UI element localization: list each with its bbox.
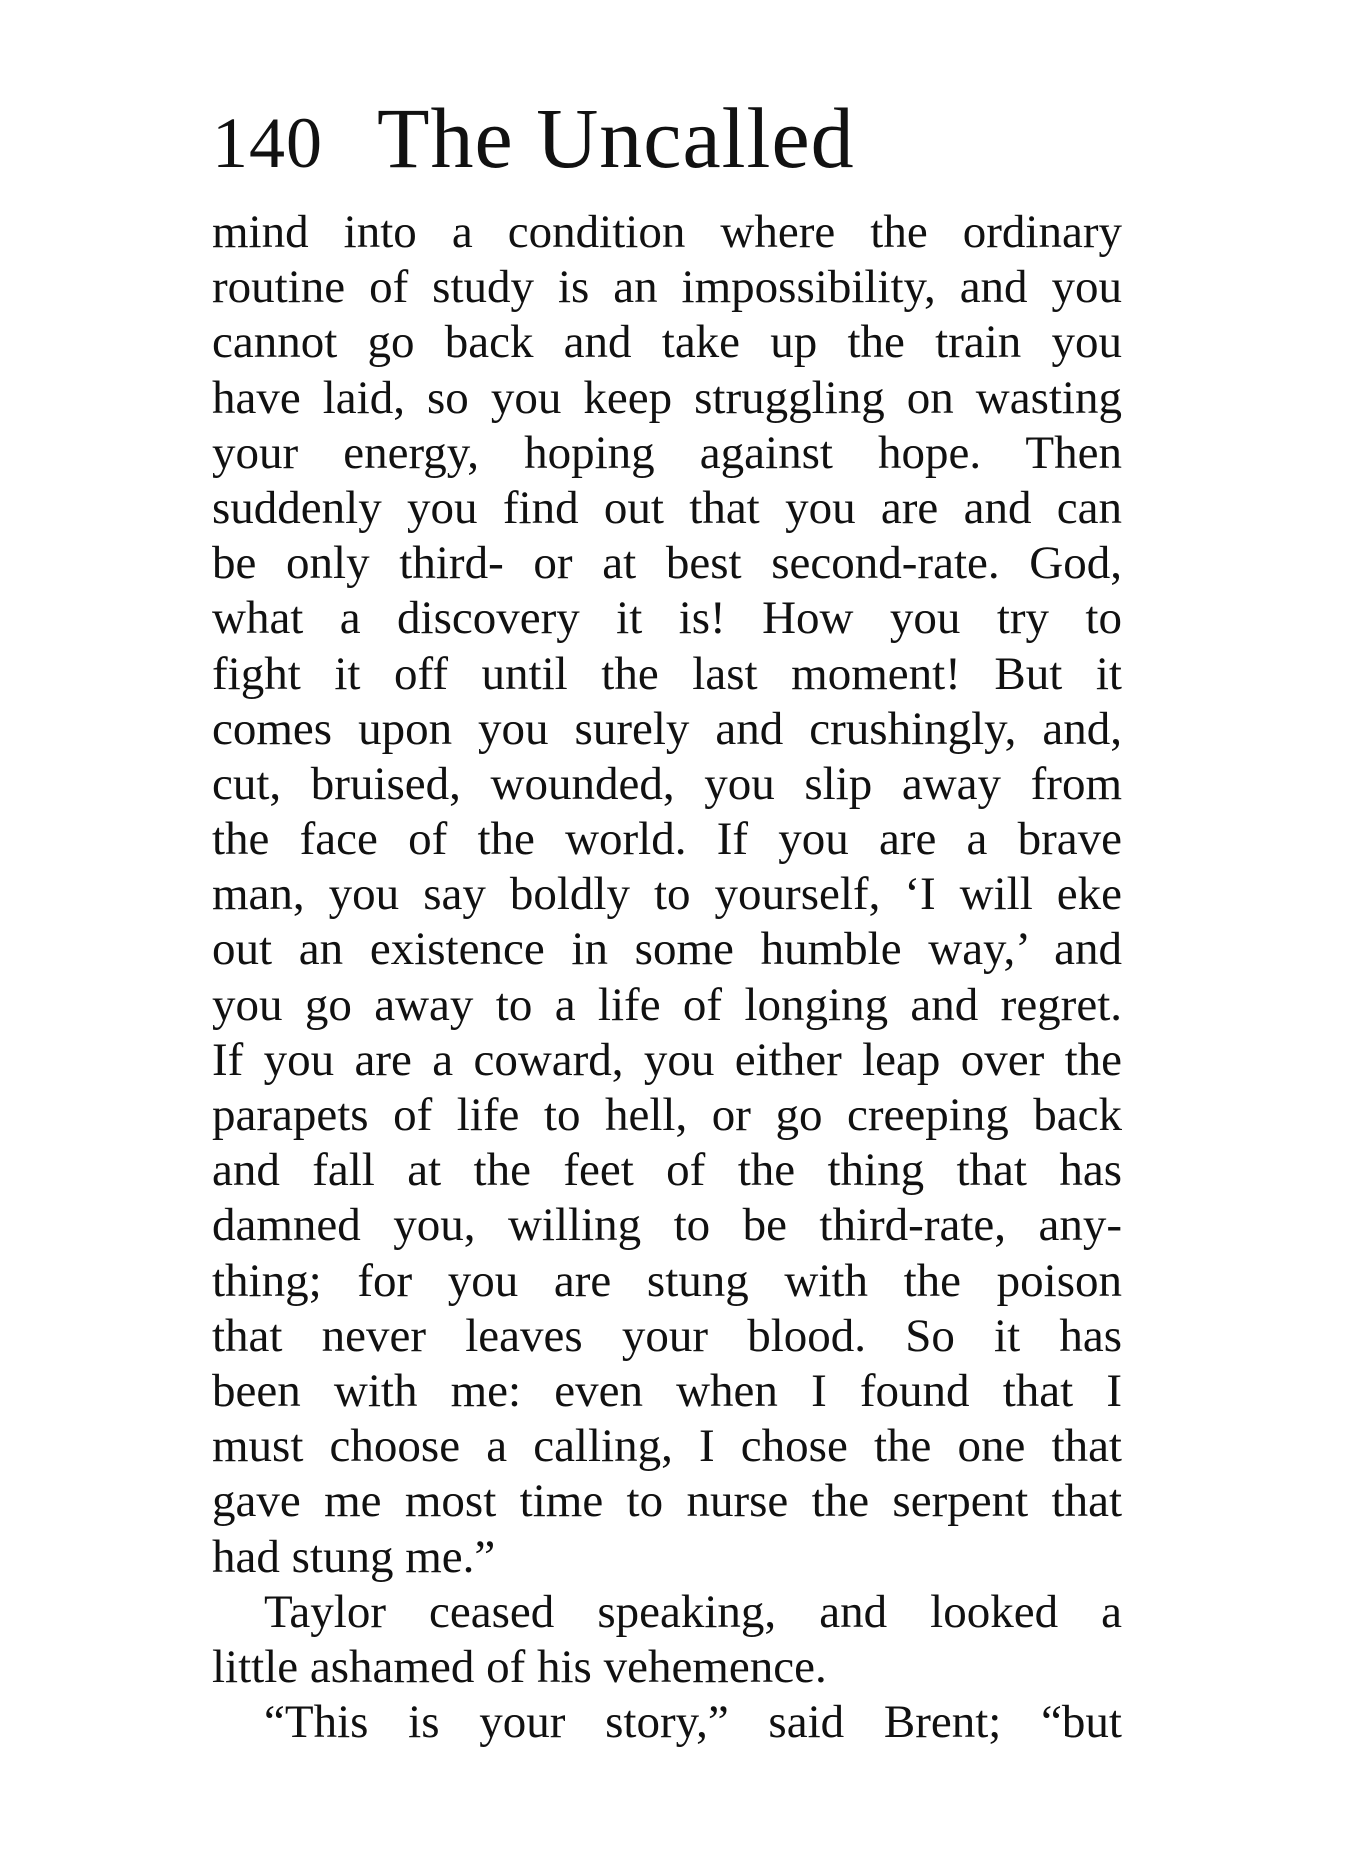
text-line: mind into a condition where the ordinary xyxy=(212,206,1122,258)
text-line: If you are a coward, you either leap over the xyxy=(212,1033,1122,1086)
paragraph-start-line: Taylor ceased speaking, and looked a xyxy=(264,1585,1122,1638)
text-line: cannot go back and take up the train you xyxy=(212,316,1122,369)
text-line: cut, bruised, wounded, you slip away from xyxy=(212,757,1122,810)
paragraph-start-line: “This is your story,” said Brent; “but xyxy=(264,1696,1122,1749)
text-line: out an existence in some humble way,’ and xyxy=(212,923,1122,976)
text-line: been with me: even when I found that I xyxy=(212,1364,1122,1417)
text-line: what a discovery it is! How you try to xyxy=(212,592,1122,645)
text-line: routine of study is an impossibility, and you xyxy=(212,261,1122,314)
text-line: must choose a calling, I chose the one that xyxy=(212,1420,1122,1473)
text-line: and fall at the feet of the thing that has xyxy=(212,1144,1122,1197)
page-number: 140 xyxy=(212,103,323,183)
text-line: have laid, so you keep struggling on wasting xyxy=(212,371,1122,424)
text-line: that never leaves your blood. So it has xyxy=(212,1309,1122,1362)
page-header xyxy=(212,88,855,186)
body-text xyxy=(212,205,1122,1750)
text-line: comes upon you surely and crushingly, and, xyxy=(212,702,1122,755)
text-line: parapets of life to hell, or go creeping back xyxy=(212,1089,1122,1141)
text-line: little ashamed of his vehemence. xyxy=(212,1640,827,1693)
running-title: The Uncalled xyxy=(377,90,855,186)
text-line: gave me most time to nurse the serpent that xyxy=(212,1475,1122,1528)
text-line: thing; for you are stung with the poison xyxy=(212,1254,1122,1307)
text-line: suddenly you find out that you are and can xyxy=(212,481,1122,534)
text-line: had stung me.” xyxy=(212,1530,496,1583)
text-line: fight it off until the last moment! But it xyxy=(212,647,1122,700)
text-line: your energy, hoping against hope. Then xyxy=(212,426,1122,479)
text-line: you go away to a life of longing and regret. xyxy=(212,978,1122,1031)
text-line: the face of the world. If you are a brave xyxy=(212,813,1122,866)
text-line: damned you, willing to be third-rate, any- xyxy=(212,1199,1122,1252)
text-line: man, you say boldly to yourself, ‘I will eke xyxy=(212,868,1122,921)
text-line: be only third- or at best second-rate. God, xyxy=(212,537,1122,590)
